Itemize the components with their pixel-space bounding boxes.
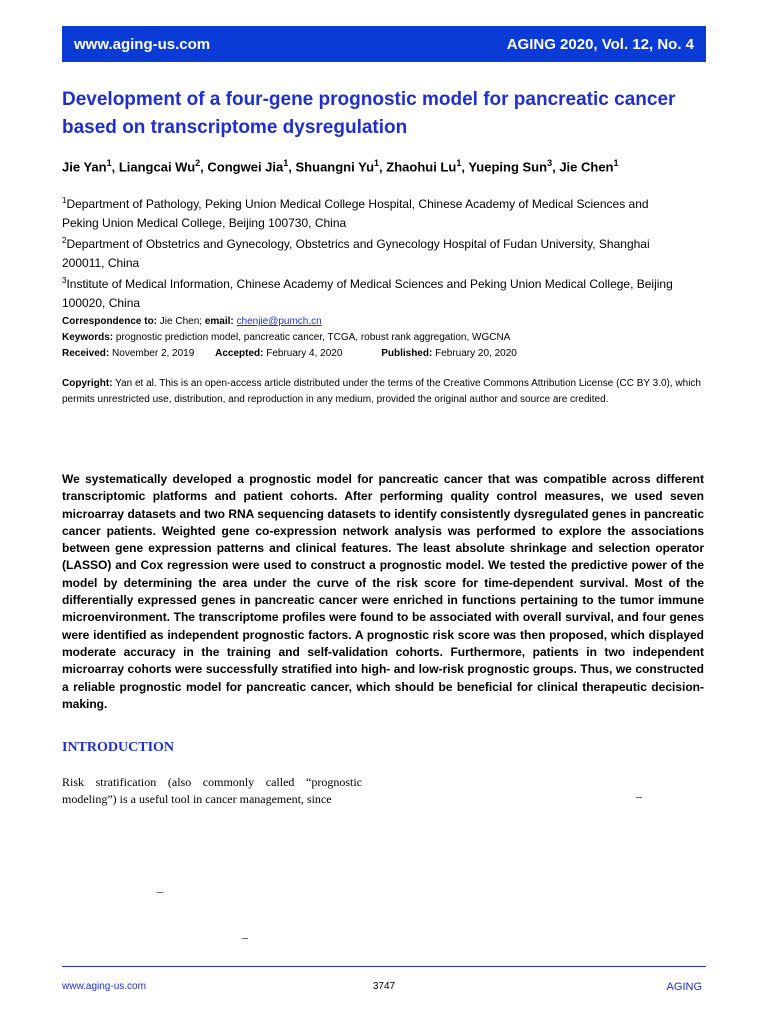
author: Jie Chen <box>559 159 614 175</box>
dash-mark: – <box>157 884 163 898</box>
introduction-text: Risk stratification (also commonly called “prognostic modeling”) is a useful tool in cancer management, since <box>62 775 362 806</box>
affiliation-text: 200011, China <box>62 255 140 270</box>
accepted-label: Accepted: <box>215 348 264 359</box>
abstract: We systematically developed a prognostic model for pancreatic cancer that was compatible across different transcriptomic platforms and patient cohorts. After performing quality control measures, we used seven microarray datasets and two RNA sequencing datasets to identify consistently dysregulated genes in pancreatic cancer patients. Weighted gene co-expression network analysis was performed to explore the associations between gene expression patterns and clinical features. The least absolute shrinkage and selection operator (LASSO) and Cox regression were used to construct a prognostic model. We tested the predictive power of the model by determining the area under the curve of the risk score for time-dependent survival. Most of the differentially expressed genes in pancreatic cancer were enriched in functions pertaining to the tumor immune microenvironment. The transcriptome profiles were found to be associated with overall survival, and four genes were identified as independent prognostic factors. A prognostic risk score was then proposed, which displayed moderate accuracy in the training and self-validation cohorts. Furthermore, patients in two independent microarray cohorts were successfully stratified into high- and low-risk prognostic groups. Thus, we constructed a reliable prognostic model for pancreatic cancer, which should be beneficial for clinical therapeutic decision-making. <box>62 472 704 711</box>
affiliation-1 <box>62 192 712 232</box>
footer-page-number: 3747 <box>372 981 396 992</box>
header-site-link[interactable]: www.aging-us.com <box>74 35 211 53</box>
email-label: email: <box>204 316 234 327</box>
affiliation-text: Peking Union Medical College, Beijing 100730, China <box>62 215 347 230</box>
keywords-label: Keywords: <box>62 332 114 343</box>
author-affiliation-mark: 1 <box>106 158 112 168</box>
author-affiliation-mark: 2 <box>195 158 201 168</box>
introduction-heading: INTRODUCTION <box>62 740 175 755</box>
affiliation-text: 100020, China <box>62 295 141 310</box>
published-label: Published: <box>381 348 433 359</box>
footer-journal-name: AGING <box>666 981 702 993</box>
received-date: November 2, 2019 <box>112 348 195 359</box>
author-affiliation-mark: 1 <box>613 158 619 168</box>
author: Jie Yan <box>62 159 107 175</box>
keywords-text: prognostic prediction model, pancreatic cancer, TCGA, robust rank aggregation, WGCNA <box>115 332 511 343</box>
footer-rule <box>62 966 706 967</box>
correspondence-line <box>62 314 712 330</box>
author: Shuangni Yu <box>295 159 375 175</box>
article-title-line-1: Development of a four-gene prognostic model for pancreatic cancer <box>62 89 676 110</box>
author-affiliation-mark: 1 <box>283 158 289 168</box>
copyright-notice <box>62 376 706 408</box>
email-link[interactable]: chenjie@pumch.cn <box>236 316 322 327</box>
author-affiliation-mark: 1 <box>374 158 380 168</box>
dash-mark: – <box>636 789 642 803</box>
dash-mark: – <box>242 930 248 944</box>
affiliations <box>62 192 712 312</box>
article-title <box>62 86 712 142</box>
article-title-line-2: based on transcriptome dysregulation <box>62 117 408 138</box>
accepted-date: February 4, 2020 <box>266 348 343 359</box>
article-metadata <box>62 314 712 362</box>
published-date: February 20, 2020 <box>435 348 517 359</box>
copyright-text: Yan et al. This is an open-access article distributed under the terms of the Creative Commons Attribution License (CC BY 3.0), which permits unrestricted use, distribution, and reproduction in any medium, provided the original author and source are credited. <box>62 378 701 405</box>
affiliation-number: 1 <box>62 196 67 205</box>
author: Zhaohui Lu <box>386 159 457 175</box>
affiliation-2 <box>62 232 712 272</box>
author: Congwei Jia <box>207 159 284 175</box>
author: Yueping Sun <box>468 159 548 175</box>
affiliation-text: Department of Obstetrics and Gynecology, Obstetrics and Gynecology Hospital of Fudan University, Shanghai <box>66 237 650 251</box>
header-journal-citation: AGING 2020, Vol. 12, No. 4 <box>506 35 694 53</box>
dates-line <box>62 346 712 362</box>
footer-site-link[interactable]: www.aging-us.com <box>62 981 146 992</box>
affiliation-number: 2 <box>62 236 67 245</box>
affiliation-text: Department of Pathology, Peking Union Medical College Hospital, Chinese Academy of Medical Sciences and <box>66 197 649 211</box>
copyright-label: Copyright: <box>62 378 113 389</box>
author: Liangcai Wu <box>118 159 196 175</box>
keywords-line <box>62 330 712 346</box>
author-affiliation-mark: 1 <box>456 158 462 168</box>
correspondence-name: Jie Chen; <box>159 316 203 327</box>
affiliation-number: 3 <box>62 276 67 285</box>
author-affiliation-mark: 3 <box>547 158 553 168</box>
affiliation-text: Institute of Medical Information, Chinese Academy of Medical Sciences and Peking Union Medical College, Beijing <box>66 277 673 291</box>
header-bar <box>62 26 706 62</box>
affiliation-3 <box>62 272 712 312</box>
correspondence-label: Correspondence to: <box>62 316 158 327</box>
author-list: Jie Yan$^1$, Liangcai Wu$^2$, Congwei Jia$^1$, Shuangni Yu$^1$, Zhaohui Lu$^1$, Yueping Sun$^3$, Jie Chen$^1$ <box>62 158 619 175</box>
received-label: Received: <box>62 348 110 359</box>
